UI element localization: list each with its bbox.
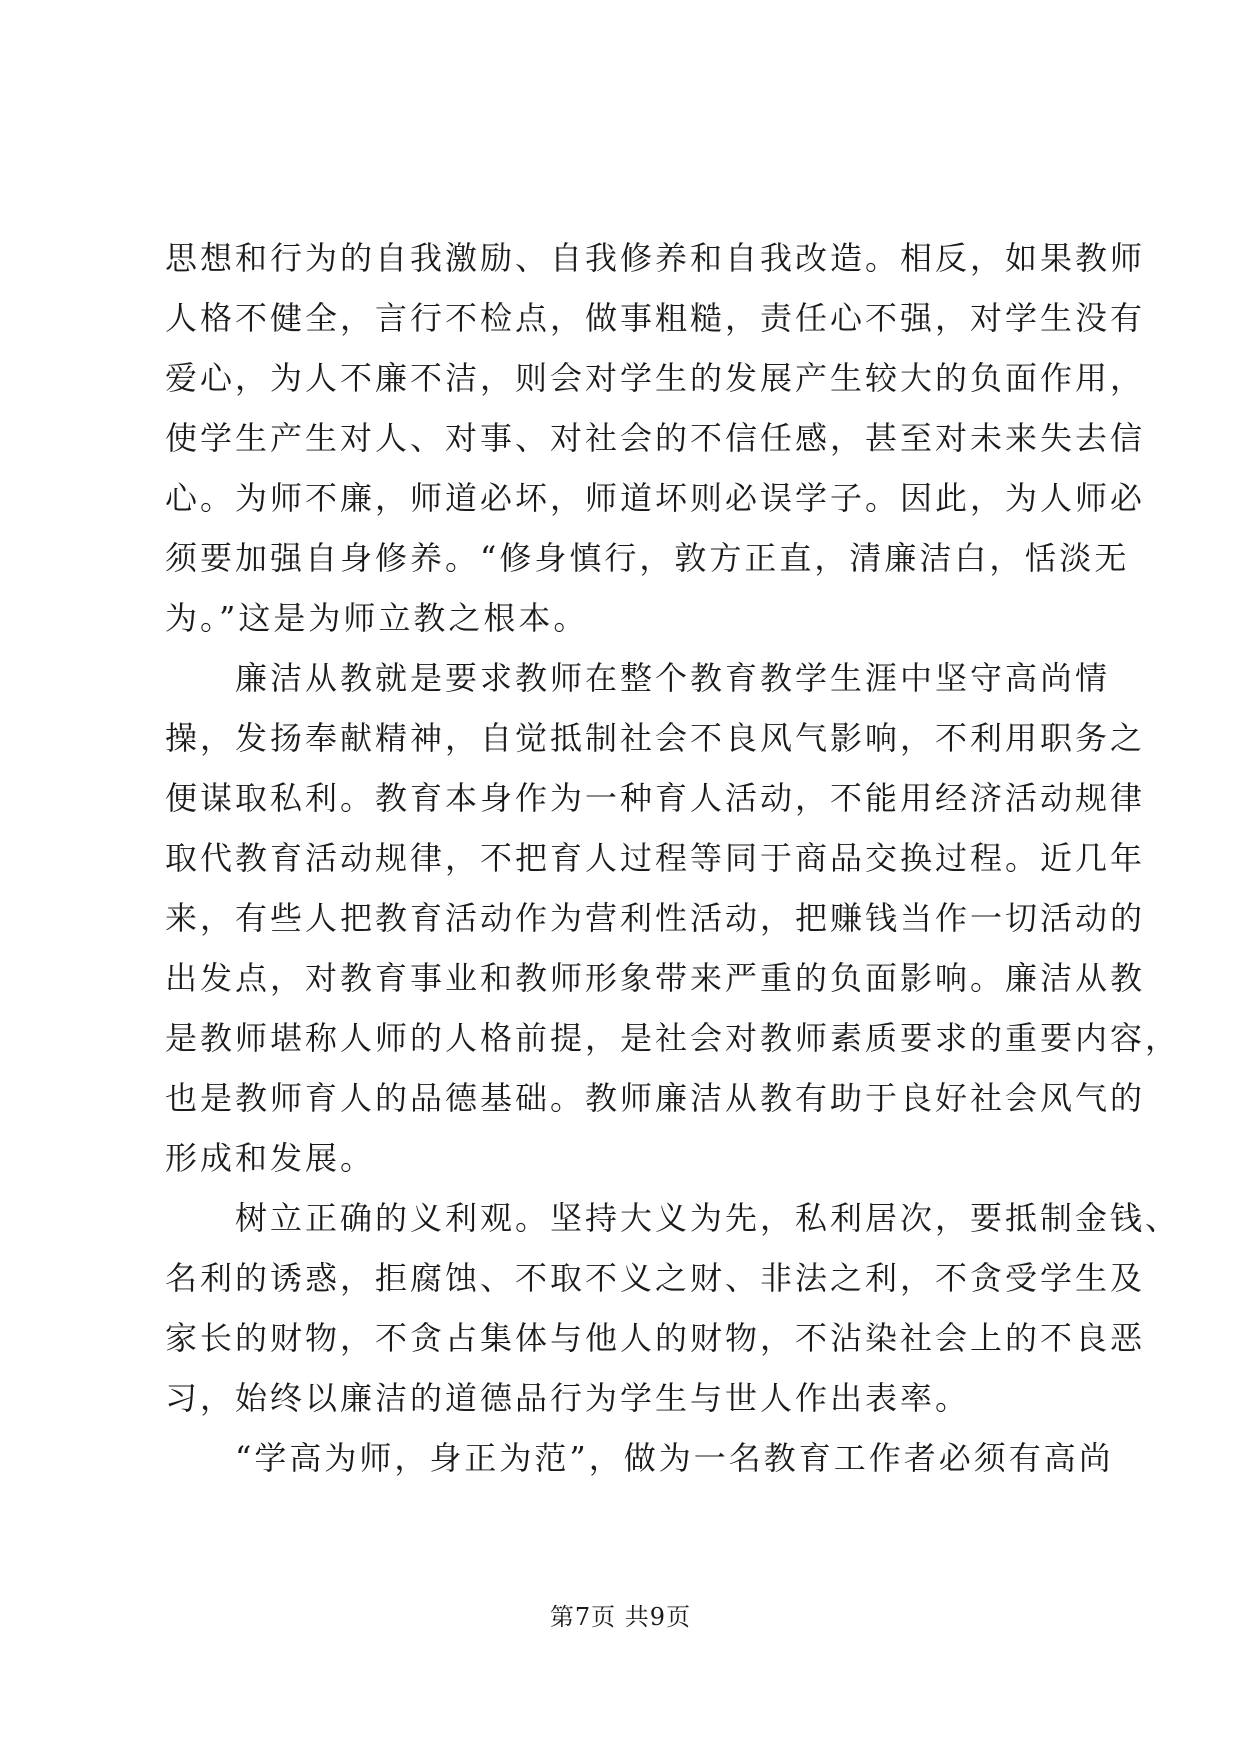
text-line: 出发点，对教育事业和教师形象带来严重的负面影响。廉洁从教 — [165, 959, 1146, 997]
text-line: 使学生产生对人、对事、对社会的不信任感，甚至对未来失去信 — [165, 419, 1146, 457]
text-line: 家长的财物，不贪占集体与他人的财物，不沾染社会上的不良恶 — [165, 1319, 1146, 1357]
text-line: 习，始终以廉洁的道德品行为学生与世人作出表率。 — [165, 1379, 971, 1417]
text-line: 也是教师育人的品德基础。教师廉洁从教有助于良好社会风气的 — [165, 1079, 1146, 1117]
text-line: “学高为师，身正为范”，做为一名教育工作者必须有高尚 — [165, 1439, 1114, 1477]
page-footer: 第7页 共9页 — [549, 1603, 692, 1631]
text-line: 便谋取私利。教育本身作为一种育人活动，不能用经济活动规律 — [165, 779, 1146, 817]
text-line: 操，发扬奉献精神，自觉抵制社会不良风气影响，不利用职务之 — [165, 719, 1146, 757]
text-line: 为。”这是为师立教之根本。 — [165, 599, 589, 637]
text-line: 廉洁从教就是要求教师在整个教育教学生涯中坚守高尚情 — [165, 659, 1111, 697]
text-line: 树立正确的义利观。坚持大义为先，私利居次，要抵制金钱、 — [165, 1199, 1181, 1237]
text-line: 心。为师不廉，师道必坏，师道坏则必误学子。因此，为人师必 — [165, 479, 1146, 517]
text-line: 取代教育活动规律，不把育人过程等同于商品交换过程。近几年 — [165, 839, 1146, 877]
text-line: 爱心，为人不廉不洁，则会对学生的发展产生较大的负面作用， — [165, 359, 1146, 397]
text-line: 思想和行为的自我激励、自我修养和自我改造。相反，如果教师 — [165, 239, 1146, 277]
text-line: 是教师堪称人师的人格前提，是社会对教师素质要求的重要内容， — [165, 1019, 1181, 1057]
text-line: 形成和发展。 — [165, 1139, 376, 1177]
text-line: 来，有些人把教育活动作为营利性活动，把赚钱当作一切活动的 — [165, 899, 1146, 937]
text-line: 人格不健全，言行不检点，做事粗糙，责任心不强，对学生没有 — [165, 299, 1146, 337]
text-line: 须要加强自身修养。“修身慎行，敦方正直，清廉洁白，恬淡无 — [165, 539, 1130, 577]
text-line: 名利的诱惑，拒腐蚀、不取不义之财、非法之利，不贪受学生及 — [165, 1259, 1146, 1297]
document-body — [165, 228, 1181, 1488]
